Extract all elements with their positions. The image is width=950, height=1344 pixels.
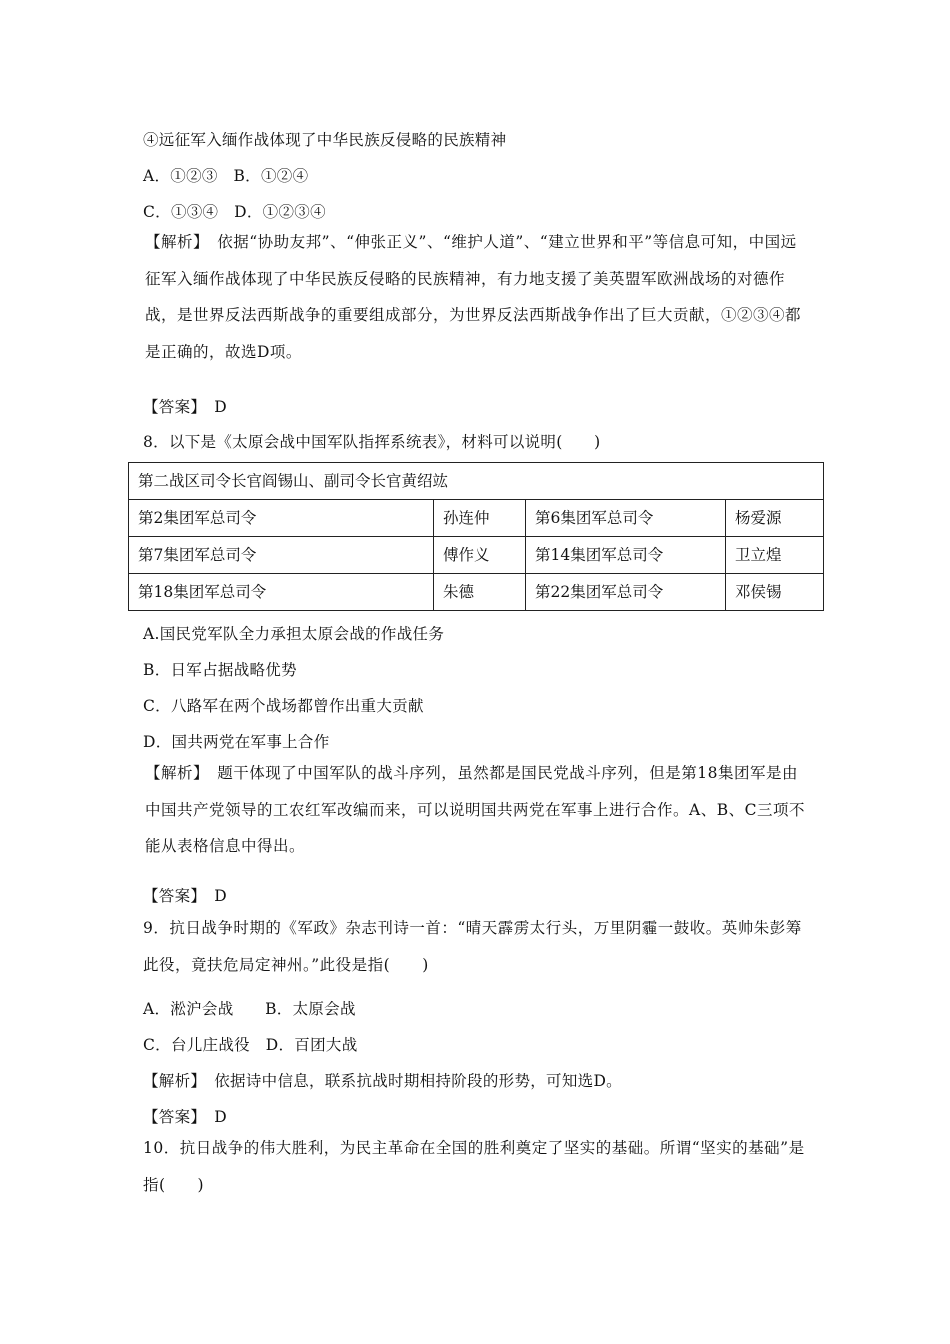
table-row: [129, 537, 824, 574]
q8-analysis: 【解析】 题干体现了中国军队的战斗序列，虽然都是国民党战斗序列，但是第18集团军是由中国共产党领导的工农红军改编而来，可以说明国共两党在军事上进行合作。A、B、C三项不能从表格信息中得出。: [145, 764, 805, 855]
q7-options-cd: C．①③④ D．①②③④: [143, 203, 326, 221]
q9-stem: 9．抗日战争时期的《军政》杂志刊诗一首：“晴天霹雳太行头，万里阴霾一鼓收。英帅朱彭筹此役，竟扶危局定神州。”此役是指( ): [143, 919, 802, 974]
q9-options-ab: A．淞沪会战 B．太原会战: [143, 1000, 356, 1018]
command-table: [128, 462, 824, 611]
table-cell: 第7集团军总司令: [129, 537, 434, 574]
q7-options-ab: A．①②③ B．①②④: [143, 167, 309, 185]
table-cell: 朱德: [434, 574, 526, 611]
table-cell: 杨爱源: [726, 500, 824, 537]
q8-answer: 【答案】 D: [143, 887, 227, 905]
table-cell: 第2集团军总司令: [129, 500, 434, 537]
q8-option-c: C．八路军在两个战场都曾作出重大贡献: [143, 697, 424, 715]
table-cell: 孙连仲: [434, 500, 526, 537]
q8-option-b: B．日军占据战略优势: [143, 661, 297, 679]
table-cell: 第14集团军总司令: [526, 537, 726, 574]
q9-answer: 【答案】 D: [143, 1108, 227, 1126]
q8-option-a: A.国民党军队全力承担太原会战的作战任务: [143, 625, 445, 643]
table-row: [129, 574, 824, 611]
table-cell: 傅作义: [434, 537, 526, 574]
q9-options-cd: C．台儿庄战役 D．百团大战: [143, 1036, 358, 1054]
q7-item-4: ④远征军入缅作战体现了中华民族反侵略的民族精神: [143, 131, 507, 149]
q7-analysis: 【解析】 依据“协助友邦”、“伸张正义”、“维护人道”、“建立世界和平”等信息可知，中国远征军入缅作战体现了中华民族反侵略的民族精神，有力地支援了美英盟军欧洲战场的对德作战，是世界反法西斯战争的重要组成部分，为世界反法西斯战争作出了巨大贡献，①②③④都是正确的，故选D项。: [145, 233, 802, 361]
table-cell: 第6集团军总司令: [526, 500, 726, 537]
table-header-row: [129, 463, 824, 500]
q7-answer: 【答案】 D: [143, 398, 227, 416]
table-cell: 邓侯锡: [726, 574, 824, 611]
table-cell: 卫立煌: [726, 537, 824, 574]
q10-stem: 10．抗日战争的伟大胜利，为民主革命在全国的胜利奠定了坚实的基础。所谓“坚实的基础”是指( ): [143, 1139, 805, 1194]
table-row: [129, 500, 824, 537]
q8-option-d: D．国共两党在军事上合作: [143, 733, 330, 751]
table-header-cell: 第二战区司令长官阎锡山、副司令长官黄绍竑: [129, 463, 824, 500]
table-cell: 第18集团军总司令: [129, 574, 434, 611]
table-cell: 第22集团军总司令: [526, 574, 726, 611]
q9-analysis: 【解析】 依据诗中信息，联系抗战时期相持阶段的形势，可知选D。: [143, 1072, 622, 1090]
q8-stem: 8．以下是《太原会战中国军队指挥系统表》，材料可以说明( ): [143, 433, 601, 451]
